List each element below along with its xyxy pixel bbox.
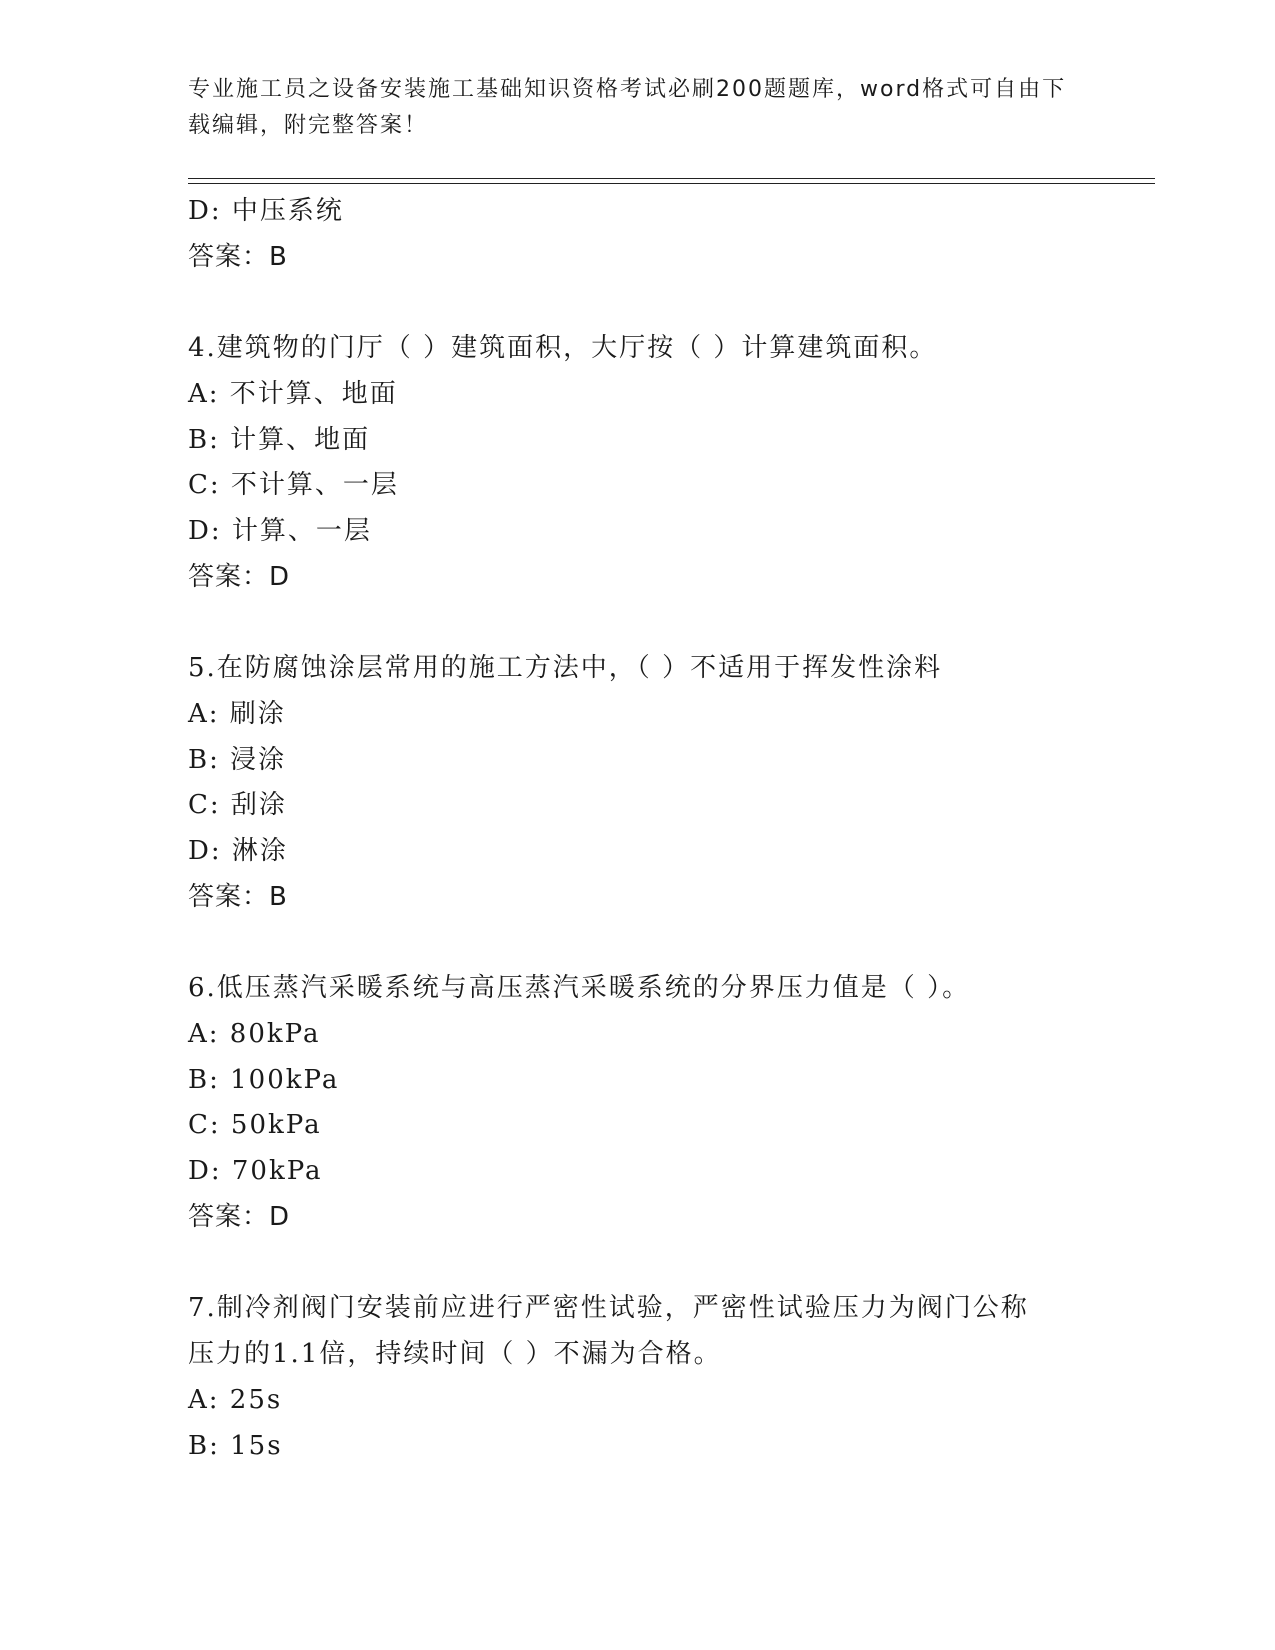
q7-option-b: B: 15s bbox=[188, 1431, 283, 1461]
q6-option-a: A: 80kPa bbox=[188, 1019, 321, 1049]
q3-option-d: D: 中压系统 bbox=[188, 196, 344, 226]
q4-option-c: C: 不计算、一层 bbox=[188, 470, 399, 500]
q7-question-line1: 7.制冷剂阀门安装前应进行严密性试验，严密性试验压力为阀门公称 bbox=[188, 1293, 1029, 1323]
q4-question: 4.建筑物的门厅（ ）建筑面积，大厅按（ ）计算建筑面积。 bbox=[188, 333, 938, 363]
q3-answer: 答案：B bbox=[188, 242, 288, 272]
q4-option-a: A: 不计算、地面 bbox=[188, 379, 398, 409]
q5-option-a: A: 刷涂 bbox=[188, 699, 286, 729]
q4-option-b: B: 计算、地面 bbox=[188, 425, 371, 455]
q5-option-c: C: 刮涂 bbox=[188, 790, 287, 820]
q6-question: 6.低压蒸汽采暖系统与高压蒸汽采暖系统的分界压力值是（ ）。 bbox=[188, 973, 971, 1003]
q6-option-b: B: 100kPa bbox=[188, 1065, 340, 1095]
header-divider-bottom bbox=[188, 183, 1155, 184]
header-divider-top bbox=[188, 178, 1155, 179]
q6-option-d: D: 70kPa bbox=[188, 1156, 323, 1186]
q5-option-d: D: 淋涂 bbox=[188, 836, 288, 866]
q6-option-c: C: 50kPa bbox=[188, 1110, 322, 1140]
q4-option-d: D: 计算、一层 bbox=[188, 516, 372, 546]
q7-question-line2: 压力的1.1倍，持续时间（ ）不漏为合格。 bbox=[188, 1339, 722, 1369]
document-header: 专业施工员之设备安装施工基础知识资格考试必刷200题题库，word格式可自由下载编辑，附完整答案！ bbox=[188, 77, 1067, 138]
q7-option-a: A: 25s bbox=[188, 1385, 283, 1415]
q6-answer: 答案：D bbox=[188, 1202, 291, 1232]
q5-answer: 答案：B bbox=[188, 882, 288, 912]
q5-question: 5.在防腐蚀涂层常用的施工方法中，（ ）不适用于挥发性涂料 bbox=[188, 653, 943, 683]
q4-answer: 答案：D bbox=[188, 562, 291, 592]
q5-option-b: B: 浸涂 bbox=[188, 745, 287, 775]
